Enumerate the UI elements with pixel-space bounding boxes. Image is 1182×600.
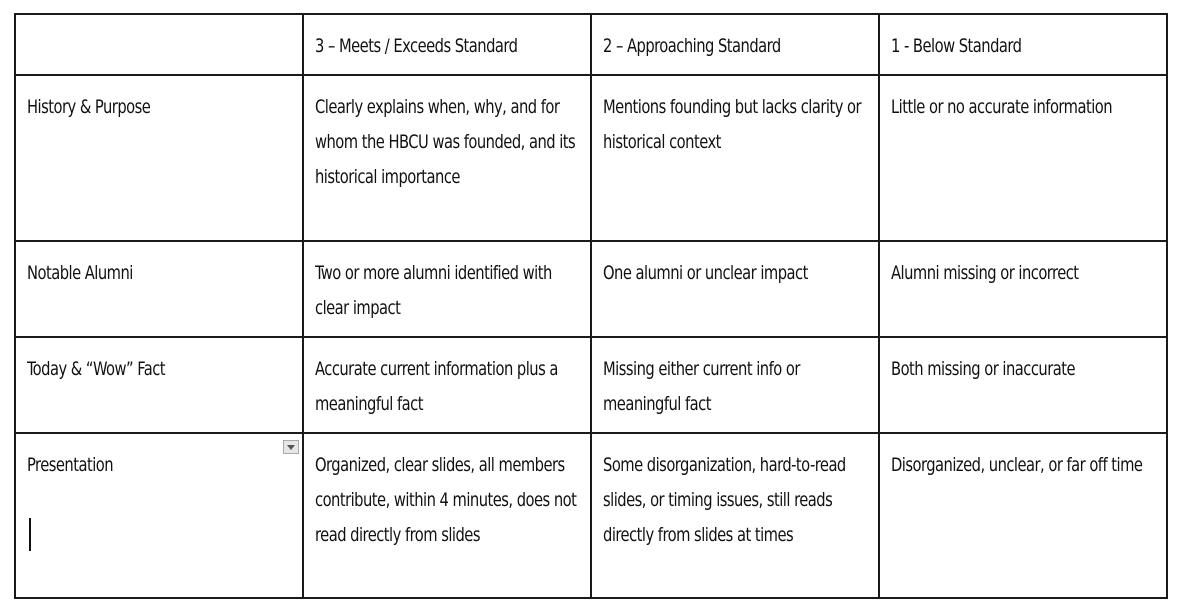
header-row: [15, 14, 1167, 75]
table-row: [15, 337, 1167, 433]
level2-text: One alumni or unclear impact: [603, 262, 808, 284]
cell-level1[interactable]: [879, 75, 1167, 241]
cell-level3[interactable]: [303, 337, 591, 433]
header-cell-level3[interactable]: [303, 14, 591, 75]
level1-text: Disorganized, unclear, or far off time: [891, 454, 1143, 476]
cell-level2[interactable]: [591, 241, 879, 337]
cell-level3[interactable]: [303, 75, 591, 241]
level3-text: Clearly explains when, why, and for whom the HBCU was founded, and its historical importance: [315, 96, 576, 188]
cell-level1[interactable]: [879, 337, 1167, 433]
cell-level1[interactable]: [879, 241, 1167, 337]
table-row: [15, 433, 1167, 598]
cell-criterion[interactable]: [15, 433, 303, 598]
cell-criterion[interactable]: [15, 337, 303, 433]
cell-level2[interactable]: [591, 433, 879, 598]
cell-level1[interactable]: [879, 433, 1167, 598]
criterion-text: Notable Alumni: [27, 262, 133, 284]
cell-level3[interactable]: [303, 241, 591, 337]
header-level3-text: 3 – Meets / Exceeds Standard: [315, 35, 518, 57]
criterion-text: Presentation: [27, 454, 114, 476]
level2-text: Mentions founding but lacks clarity or historical context: [603, 96, 862, 153]
level2-text: Some disorganization, hard-to-read slides, or timing issues, still reads directly from slides at times: [603, 454, 846, 546]
table-row: [15, 75, 1167, 241]
criterion-text: History & Purpose: [27, 96, 151, 118]
cell-criterion[interactable]: [15, 75, 303, 241]
table-row: [15, 241, 1167, 337]
header-cell-criteria[interactable]: [15, 14, 303, 75]
cell-level2[interactable]: [591, 337, 879, 433]
header-level1-text: 1 - Below Standard: [891, 35, 1022, 57]
header-level2-text: 2 – Approaching Standard: [603, 35, 781, 57]
criterion-text: Today & “Wow” Fact: [27, 358, 166, 380]
header-cell-level2[interactable]: [591, 14, 879, 75]
cell-level2[interactable]: [591, 75, 879, 241]
level1-text: Little or no accurate information: [891, 96, 1113, 118]
level3-text: Two or more alumni identified with clear impact: [315, 262, 552, 319]
rubric-table: [14, 13, 1168, 599]
cell-criterion[interactable]: [15, 241, 303, 337]
level3-text: Organized, clear slides, all members contribute, within 4 minutes, does not read directly from slides: [315, 454, 577, 546]
chevron-down-icon[interactable]: [283, 440, 299, 454]
level2-text: Missing either current info or meaningful fact: [603, 358, 800, 415]
level1-text: Both missing or inaccurate: [891, 358, 1075, 380]
level3-text: Accurate current information plus a meaningful fact: [315, 358, 558, 415]
level1-text: Alumni missing or incorrect: [891, 262, 1079, 284]
text-cursor: [29, 518, 31, 551]
cell-level3[interactable]: [303, 433, 591, 598]
header-cell-level1[interactable]: [879, 14, 1167, 75]
